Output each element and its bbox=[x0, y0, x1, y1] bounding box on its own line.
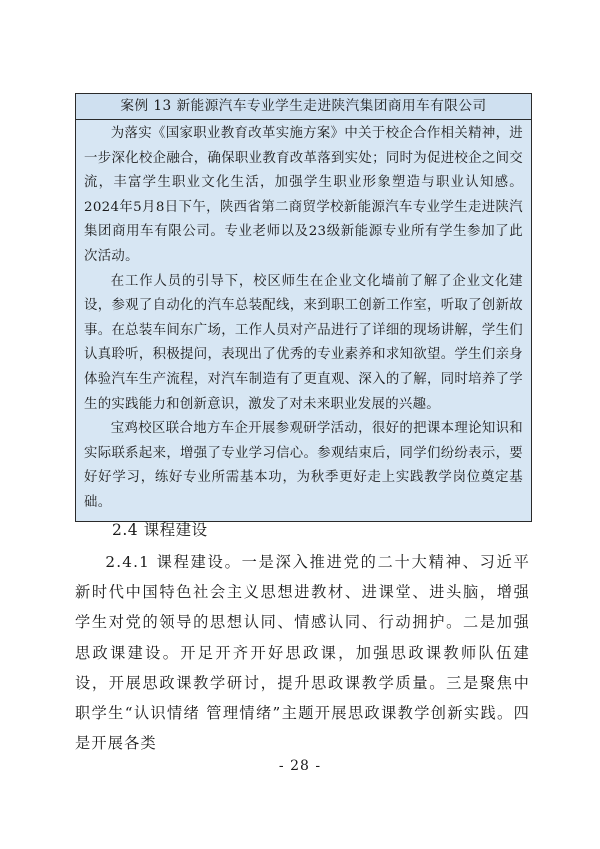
section-heading: 2.4 课程建设 bbox=[112, 521, 208, 539]
case-body bbox=[76, 120, 531, 521]
section-body-paragraph: 2.4.1 课程建设。一是深入推进党的二十大精神、习近平新时代中国特色社会主义思想进教材、进课堂、进头脑，增强学生对党的领导的思想认同、情感认同、行动拥护。二是加强思政课建设。开足开齐开好思政课，加强思政课教师队伍建设，开展思政课教学研讨，提升思政课教学质量。三是聚焦中职学生“认识情绪 管理情绪”主题开展思政课教学创新实践。四是开展各类 bbox=[75, 553, 530, 753]
case-paragraph-3: 宝鸡校区联合地方车企开展参观研学活动，很好的把课本理论知识和实际联系起来，增强了专业学习信心。参观结束后，同学们纷纷表示，要好好学习，练好专业所需基本功，为秋季更好走上实践教学岗位奠定基础。 bbox=[84, 421, 523, 510]
case-study-box bbox=[75, 93, 532, 522]
case-paragraph-2: 在工作人员的引导下，校区师生在企业文化墙前了解了企业文化建设，参观了自动化的汽车总装配线，来到职工创新工作室，听取了创新故事。在总装车间东广场，工作人员对产品进行了详细的现场讲解，学生们认真聆听，积极提问，表现出了优秀的专业素养和求知欲望。学生们亲身体验汽车生产流程，对汽车制造有了更直观、深入的了解，同时培养了学生的实践能力和创新意识，激发了对未来职业发展的兴趣。 bbox=[84, 273, 523, 412]
page-number: - 28 - bbox=[278, 758, 322, 774]
case-paragraph-1: 为落实《国家职业教育改革实施方案》中关于校企合作相关精神，进一步深化校企融合，确保职业教育改革落到实处；同时为促进校企之间交流，丰富学生职业文化生活，加强学生职业形象塑造与职业认知感。2024年5月8日下午，陕西省第二商贸学校新能源汽车专业学生走进陕汽集团商用车有限公司。专业老师以及23级新能源专业所有学生参加了此次活动。 bbox=[84, 126, 523, 264]
case-title: 案例 13 新能源汽车专业学生走进陕汽集团商用车有限公司 bbox=[76, 94, 531, 120]
